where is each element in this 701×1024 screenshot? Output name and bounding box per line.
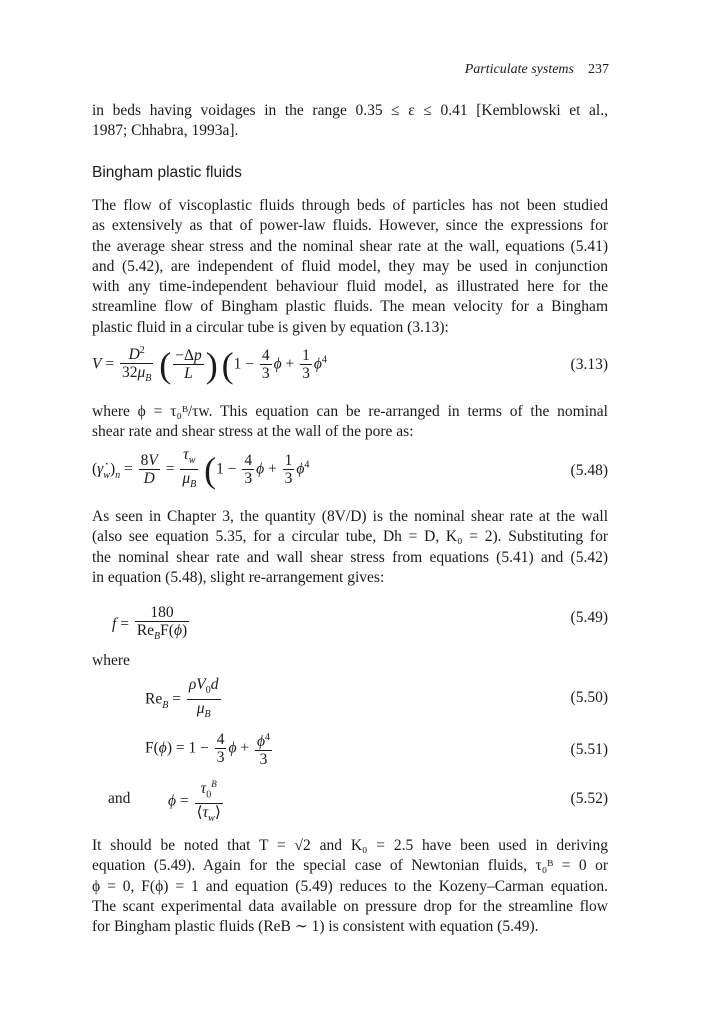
text-line: for Bingham plastic fluids (ReB ∼ 1) is consistent with equation (5.49). — [92, 918, 539, 936]
equation-body: ϕ = $\frac{\tau_0^B}{⟨\tau_w⟩}$ — [168, 776, 225, 828]
text-line: plastic fluid in a circular tube is given by equation (3.13): — [92, 318, 449, 336]
page-number: 237 — [588, 62, 609, 77]
text-line: The scant experimental data available on pressure drop for the streamline flow — [92, 897, 608, 915]
equation-5-48 — [92, 446, 608, 496]
running-head-title: Particulate systems — [464, 62, 574, 77]
text-line: the nominal shear rate and wall shear stress from equations (5.41) and (5.42) — [92, 548, 608, 566]
text-line: shear rate and shear stress at the wall of the pore as: — [92, 423, 414, 441]
equation-number: (5.48) — [570, 462, 608, 479]
where-label — [92, 651, 608, 671]
text-line: As seen in Chapter 3, the quantity (8V/D) is the nominal shear rate at the wall — [92, 508, 608, 525]
text-line: (also see equation 5.35, for a circular tube, Dh = D, K₀ = 2). Substituting for — [92, 528, 608, 546]
text-line: the average shear stress and the nominal shear rate at the wall, equations (5.41) — [92, 237, 608, 255]
equation-number: (5.49) — [570, 609, 608, 626]
equation-5-49 — [92, 604, 608, 654]
equation-number: (5.52) — [570, 790, 608, 807]
and-label: and — [108, 790, 131, 807]
equation-number: (5.51) — [570, 741, 608, 758]
section-heading: Bingham plastic fluids — [92, 164, 242, 181]
text-line: where — [92, 652, 130, 669]
equation-body: V = $\frac{D^2}{32\mu_B}$ ( $\frac{-\Delta p}{L}$ ) (1 − $\frac{4}{3}$ ϕ + $\frac{1}{3}$ $\phi^4$ — [92, 342, 339, 388]
text-line: with any time-independent behaviour fluid model, as illustrated here for the — [92, 278, 608, 296]
equation-number: (5.50) — [570, 689, 608, 706]
text-line: streamline flow of Bingham plastic fluids. The mean velocity for a Bingham — [92, 298, 608, 316]
equation-body: F(ϕ) = 1 − $\frac{4}{3}$ ϕ + $\frac{\phi^4}{3}$ — [145, 731, 271, 769]
paragraph-1 — [92, 101, 608, 142]
equation-5-50 — [92, 676, 608, 726]
text-line: ϕ = 0, F(ϕ) = 1 and equation (5.49) reduces to the Kozeny–Carman equation. — [92, 877, 608, 895]
equation-numerator: 180 — [150, 604, 174, 621]
text-line: as extensively as that of power-law fluids. However, since the expressions for — [92, 217, 608, 235]
running-head — [465, 62, 609, 78]
text-line: in equation (5.48), slight re-arrangement gives: — [92, 568, 385, 586]
equation-body: $Re_B$ = $\frac{\rho V_0d}{\mu_B}$ — [145, 676, 223, 724]
text-line: 1987; Chhabra, 1993a]. — [92, 122, 239, 140]
text-line: where ϕ = τ₀ᴮ/τw. This equation can be re-arranged in terms of the nominal — [92, 403, 608, 420]
equation-5-51 — [92, 729, 608, 779]
text-line: and (5.42), are independent of fluid model, they may be used in conjunction — [92, 257, 608, 275]
equation-body: f = $\frac{180}{Re_BF(\phi)}$ — [112, 604, 191, 646]
paragraph-2 — [92, 196, 608, 338]
equation-3-13 — [92, 342, 608, 392]
equation-body: $(\gammȧ_w)_n$ = $\frac{8V}{D}$ = $\frac{\tau_w}{\mu_B}$ (1 − $\frac{4}{3}$ ϕ + $\frac{1}{3}$ $\phi^4$ — [92, 446, 309, 494]
text-line: The flow of viscoplastic fluids through beds of particles has not been studied — [92, 197, 608, 214]
equation-5-52 — [92, 776, 608, 826]
paragraph-4 — [92, 507, 608, 588]
paragraph-5 — [92, 836, 608, 937]
text-line: It should be noted that T = √2 and K₀ = 2.5 have been used in deriving — [92, 837, 608, 854]
equation-number: (3.13) — [570, 356, 608, 373]
paragraph-3 — [92, 402, 608, 443]
text-line: in beds having voidages in the range 0.35 ≤ ε ≤ 0.41 [Kemblowski et al., — [92, 102, 608, 119]
text-line: equation (5.49). Again for the special case of Newtonian fluids, τ₀ᴮ = 0 or — [92, 857, 608, 875]
